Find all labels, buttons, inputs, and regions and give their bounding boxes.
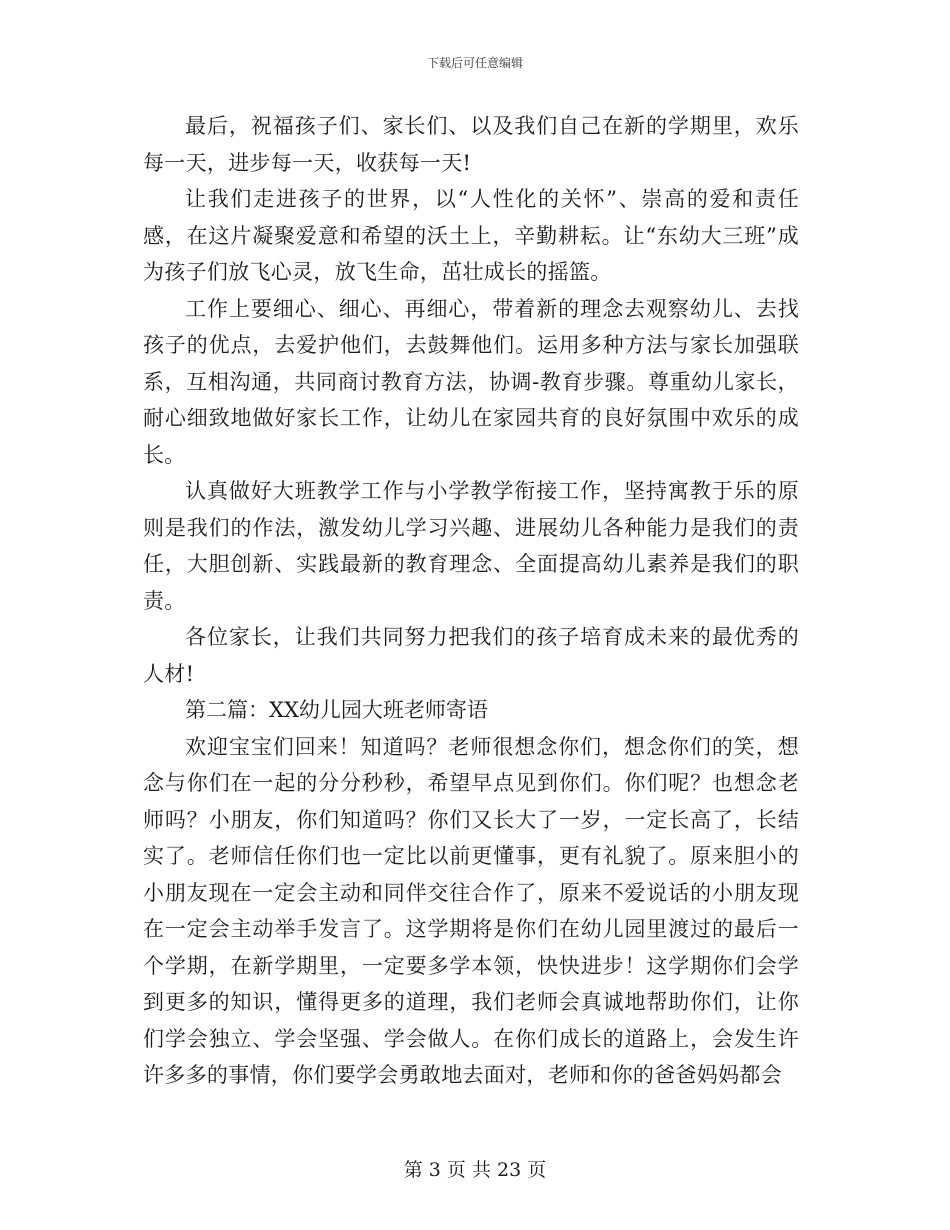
paragraph-parents-appeal: 各位家长，让我们共同努力把我们的孩子培育成未来的最优秀的人材! (143, 625, 799, 686)
header-note: 下载后可任意编辑 (426, 56, 523, 70)
paragraph-welcome-back: 欢迎宝宝们回来！知道吗？老师很想念你们，想念你们的笑，想念与你们在一起的分分秒秒，希望早点见到你们。你们呢？也想念老师吗？小朋友，你们知道吗？你们又长大了一岁，一定长高了，长结实了。老师信任你们也一定比以前更懂事，更有礼貌了。原来胆小的小朋友现在一定会主动和同伴交往合作了，原来不爱说话的小朋友现在一定会主动举手发言了。这学期将是你们在幼儿园里渡过的最后一个学期，在新学期里，一定要多学本领，快快进步！这学期你们会学到更多的知识，懂得更多的道理，我们老师会真诚地帮助你们，让你们学会独立、学会坚强、学会做人。在你们成长的道路上，会发生许许多多的事情，你们要学会勇敢地去面对，老师和你的爸爸妈妈都会 (143, 734, 799, 1087)
document-body (143, 108, 799, 1094)
paragraph-blessing: 最后，祝福孩子们、家长们、以及我们自己在新的学期里，欢乐每一天，进步每一天，收获每一天! (143, 114, 799, 175)
paragraph-childrens-world: 让我们走进孩子的世界，以“人性化的关怀”、崇高的爱和责任感，在这片凝聚爱意和希望的沃土上，辛勤耕耘。让“东幼大三班”成为孩子们放飞心灵，放飞生命，茁壮成长的摇篮。 (143, 187, 799, 284)
paragraph-teaching-connection: 认真做好大班教学工作与小学教学衔接工作，坚持寓教于乐的原则是我们的作法，激发幼儿学习兴趣、进展幼儿各种能力是我们的责任，大胆创新、实践最新的教育理念、全面提高幼儿素养是我们的职责。 (143, 479, 799, 613)
section-heading: 第二篇：XX幼儿园大班老师寄语 (185, 698, 488, 722)
page-number-footer: 第 3 页 共 23 页 (403, 1159, 547, 1181)
paragraph-work-attitude: 工作上要细心、细心、再细心，带着新的理念去观察幼儿、去找孩子的优点，去爱护他们，去鼓舞他们。运用多种方法与家长加强联系，互相沟通，共同商讨教育方法，协调-教育步骤。尊重幼儿家长，耐心细致地做好家长工作，让幼儿在家园共育的良好氛围中欢乐的成长。 (143, 296, 799, 467)
